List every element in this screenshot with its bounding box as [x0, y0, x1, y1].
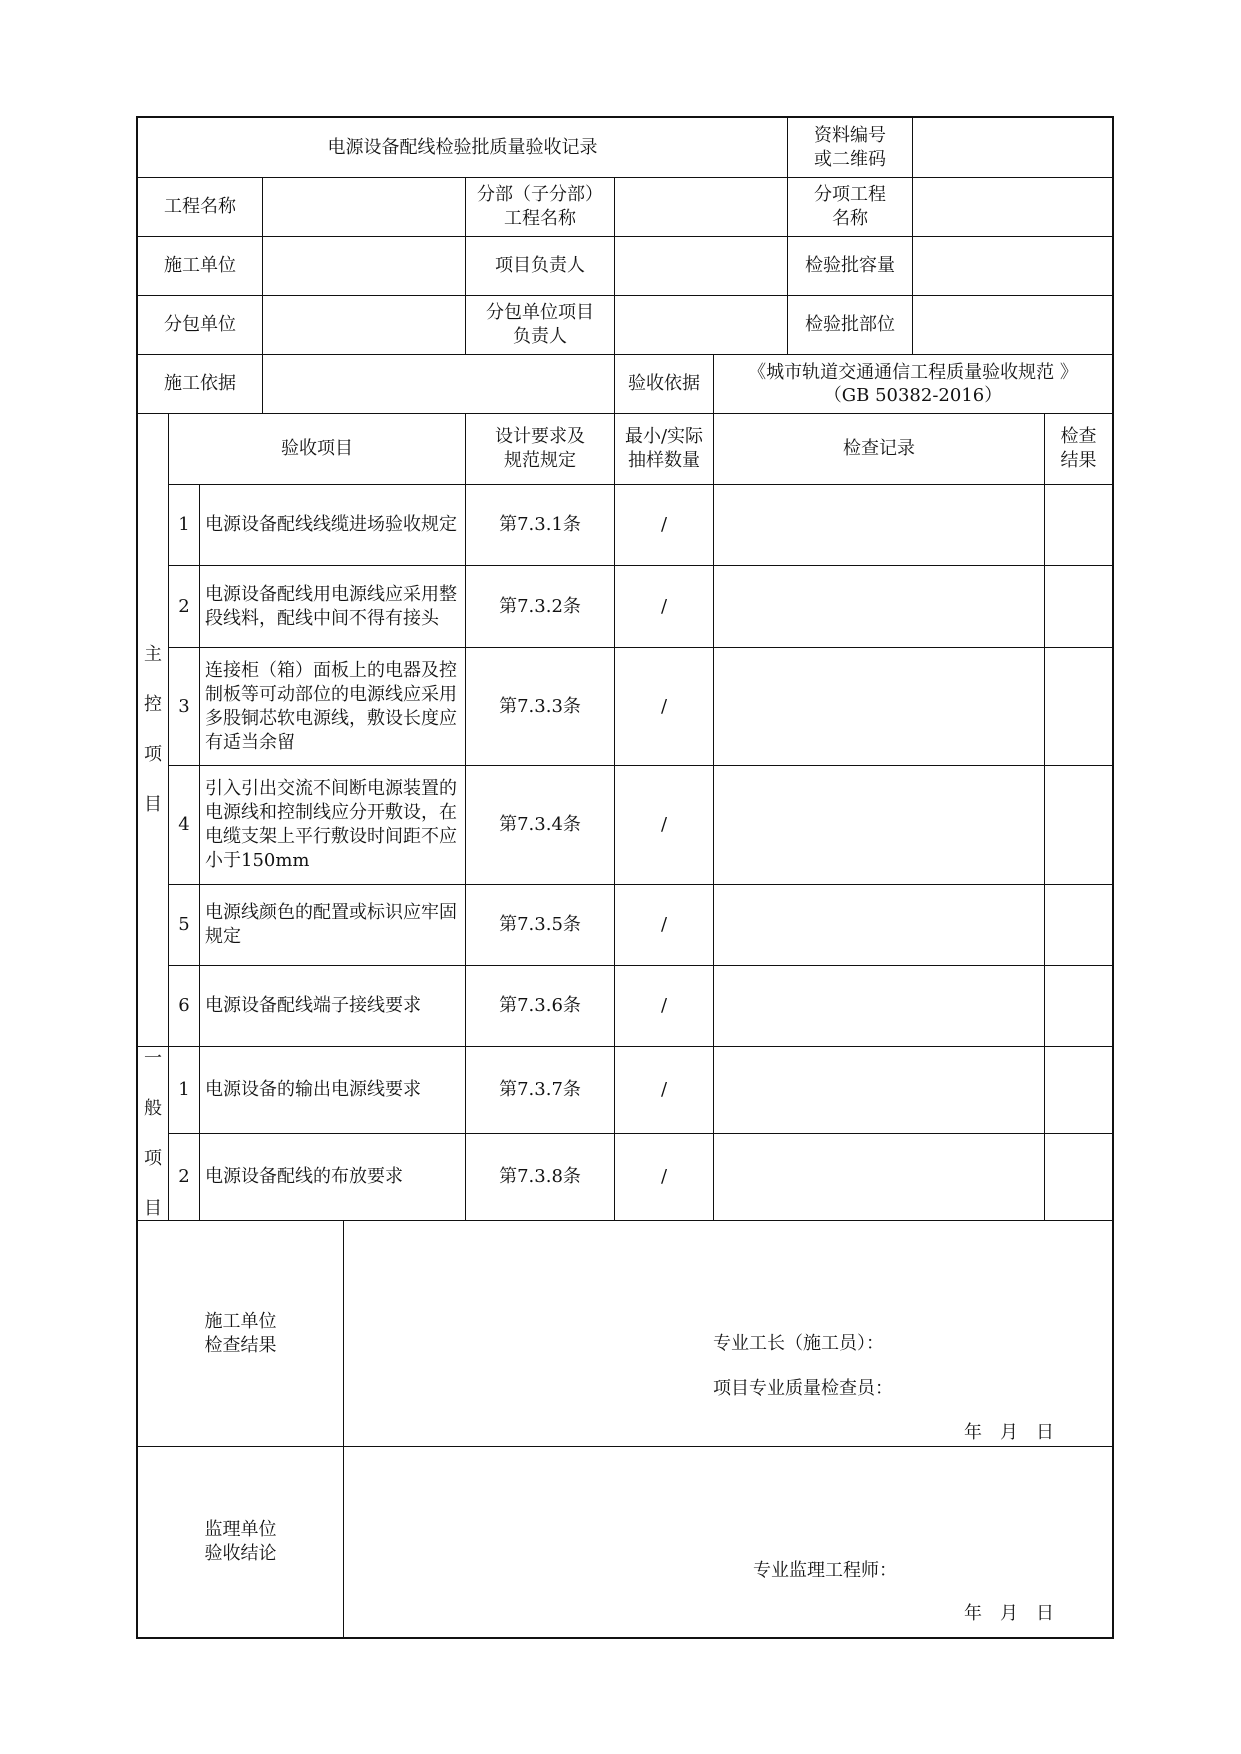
main-item-no: 3 [169, 648, 200, 766]
main-item-sample: / [615, 648, 714, 766]
general-item-sample: / [615, 1134, 714, 1221]
acceptance-basis-label: 验收依据 [615, 355, 714, 414]
acceptance-basis-value: 《城市轨道交通通信工程质量验收规范 》 （GB 50382-2016） [714, 355, 1112, 414]
batch-capacity-field[interactable] [913, 237, 1112, 296]
main-item-result-field[interactable] [1045, 766, 1112, 885]
main-item-result-field[interactable] [1045, 648, 1112, 766]
general-item-text: 电源设备的输出电源线要求 [200, 1047, 466, 1134]
general-item-result-field[interactable] [1045, 1134, 1112, 1221]
main-item-text: 电源设备配线端子接线要求 [200, 966, 466, 1047]
main-item-clause: 第7.3.1条 [466, 485, 615, 566]
main-item-no: 2 [169, 566, 200, 648]
main-item-sample: / [615, 885, 714, 966]
general-item-record-field[interactable] [714, 1047, 1045, 1134]
batch-location-label: 检验批部位 [788, 296, 913, 355]
main-item-record-field[interactable] [714, 966, 1045, 1047]
main-item-text: 电源设备配线线缆进场验收规定 [200, 485, 466, 566]
general-item-text: 电源设备配线的布放要求 [200, 1134, 466, 1221]
main-item-clause: 第7.3.6条 [466, 966, 615, 1047]
main-item-result-field[interactable] [1045, 966, 1112, 1047]
main-item-result-field[interactable] [1045, 485, 1112, 566]
pm-field[interactable] [615, 237, 788, 296]
main-item-clause: 第7.3.4条 [466, 766, 615, 885]
division-label: 分部（子分部） 工程名称 [466, 178, 615, 237]
main-item-record-field[interactable] [714, 485, 1045, 566]
main-item-sample: / [615, 485, 714, 566]
main-item-clause: 第7.3.2条 [466, 566, 615, 648]
supervising-engineer-signature-label: 专业监理工程师： [753, 1560, 897, 1581]
main-item-record-field[interactable] [714, 766, 1045, 885]
main-item-result-field[interactable] [1045, 885, 1112, 966]
general-label: 一 般 项 目 [138, 1047, 169, 1221]
basis-label: 施工依据 [138, 355, 263, 414]
sub-pm-field[interactable] [615, 296, 788, 355]
quality-inspector-signature-label: 项目专业质量检查员： [713, 1378, 893, 1399]
main-item-result-field[interactable] [1045, 566, 1112, 648]
main-item-record-field[interactable] [714, 885, 1045, 966]
basis-field[interactable] [263, 355, 615, 414]
pm-label: 项目负责人 [466, 237, 615, 296]
main-item-text: 电源设备配线用电源线应采用整段线料，配线中间不得有接头 [200, 566, 466, 648]
supervisor-check-date: 年 月 日 [964, 1603, 1054, 1624]
main-item-no: 1 [169, 485, 200, 566]
general-item-no: 2 [169, 1134, 200, 1221]
main-item-record-field[interactable] [714, 566, 1045, 648]
col-item-header: 验收项目 [169, 414, 466, 485]
supervisor-check-label: 监理单位 验收结论 [138, 1447, 344, 1637]
subcontractor-field[interactable] [263, 296, 466, 355]
division-field[interactable] [615, 178, 788, 237]
general-item-sample: / [615, 1047, 714, 1134]
contractor-check-label: 施工单位 检查结果 [138, 1221, 344, 1447]
subitem-label: 分项工程 名称 [788, 178, 913, 237]
form-title: 电源设备配线检验批质量验收记录 [138, 118, 788, 178]
general-item-clause: 第7.3.7条 [466, 1047, 615, 1134]
main-item-clause: 第7.3.3条 [466, 648, 615, 766]
main-item-no: 4 [169, 766, 200, 885]
general-item-record-field[interactable] [714, 1134, 1045, 1221]
main-item-text: 引入引出交流不间断电源装置的电源线和控制线应分开敷设，在电缆支架上平行敷设时间距不应小于150mm [200, 766, 466, 885]
doc-no-field[interactable] [913, 118, 1112, 178]
foreman-signature-label: 专业工长（施工员）： [713, 1333, 884, 1354]
main-item-text: 电源线颜色的配置或标识应牢固规定 [200, 885, 466, 966]
subcontractor-label: 分包单位 [138, 296, 263, 355]
sub-pm-label: 分包单位项目 负责人 [466, 296, 615, 355]
main-item-no: 6 [169, 966, 200, 1047]
project-name-field[interactable] [263, 178, 466, 237]
main-item-no: 5 [169, 885, 200, 966]
inspection-record-form [136, 116, 1114, 1639]
main-item-text: 连接柜（箱）面板上的电器及控制板等可动部位的电源线应采用多股铜芯软电源线，敷设长度应有适当余留 [200, 648, 466, 766]
contractor-check-date: 年 月 日 [964, 1422, 1054, 1443]
doc-no-label: 资料编号 或二维码 [788, 118, 913, 178]
main-item-record-field[interactable] [714, 648, 1045, 766]
main-control-label: 主 控 项 目 [138, 414, 169, 1047]
project-name-label: 工程名称 [138, 178, 263, 237]
batch-capacity-label: 检验批容量 [788, 237, 913, 296]
col-sample-header: 最小/实际 抽样数量 [615, 414, 714, 485]
main-item-sample: / [615, 966, 714, 1047]
subitem-field[interactable] [913, 178, 1112, 237]
main-item-sample: / [615, 766, 714, 885]
contractor-label: 施工单位 [138, 237, 263, 296]
general-item-result-field[interactable] [1045, 1047, 1112, 1134]
general-item-no: 1 [169, 1047, 200, 1134]
contractor-field[interactable] [263, 237, 466, 296]
main-item-clause: 第7.3.5条 [466, 885, 615, 966]
col-requirement-header: 设计要求及 规范规定 [466, 414, 615, 485]
general-item-clause: 第7.3.8条 [466, 1134, 615, 1221]
batch-location-field[interactable] [913, 296, 1112, 355]
col-result-header: 检查 结果 [1045, 414, 1112, 485]
col-record-header: 检查记录 [714, 414, 1045, 485]
main-item-sample: / [615, 566, 714, 648]
